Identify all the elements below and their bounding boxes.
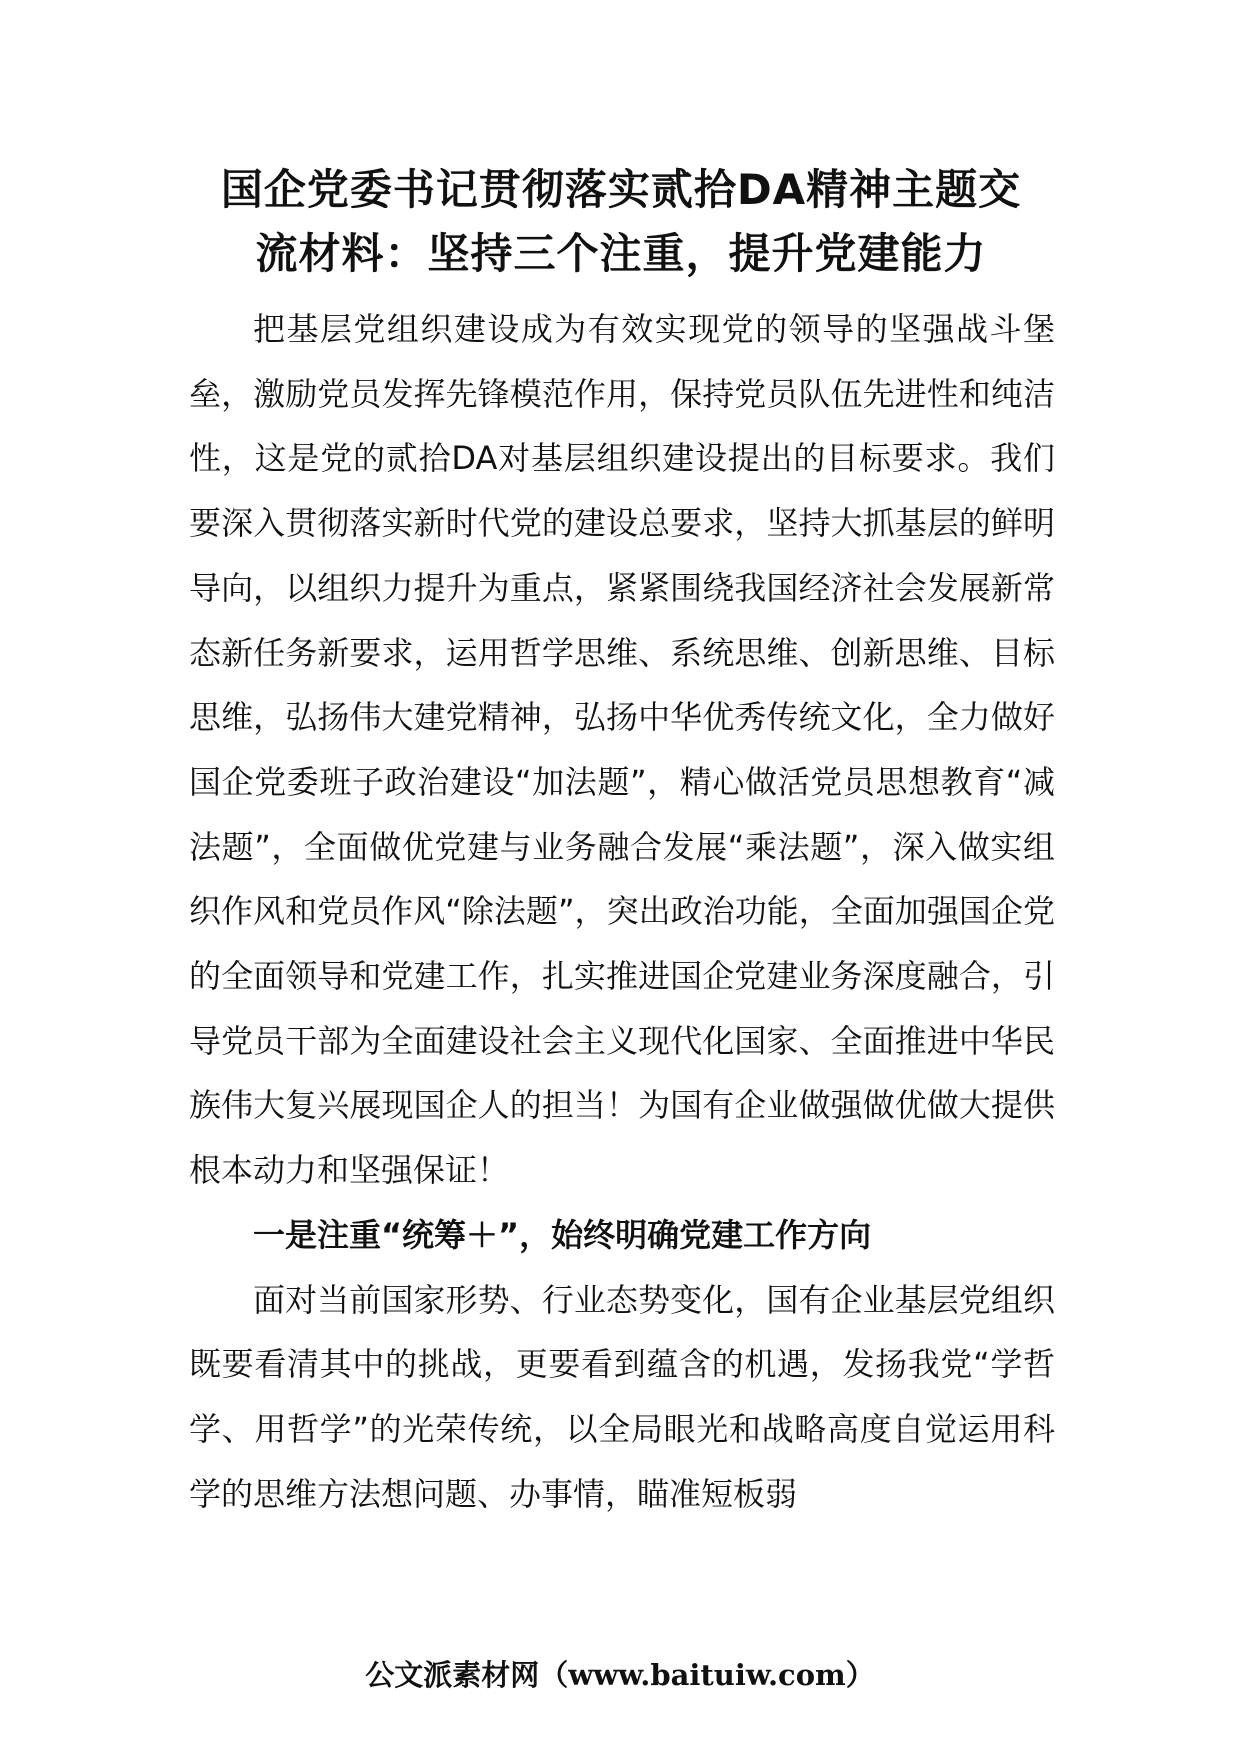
body-paragraph-section-1: 面对当前国家形势、行业态势变化，国有企业基层党组织既要看清其中的挑战，更要看到蕴含的机遇，发扬我党“学哲学、用哲学”的光荣传统，以全局眼光和战略高度自觉运用科学的思维方法想问题、办事情，瞄准短板弱 — [189, 1280, 1055, 1513]
section-heading-1: 一是注重“统筹＋”，始终明确党建工作方向 — [253, 1215, 872, 1254]
footer-watermark: 公文派素材网（www.baituiw.com） — [365, 1658, 875, 1692]
document-title — [186, 158, 1056, 286]
title-line-2: 流材料：坚持三个注重，提升党建能力 — [255, 229, 987, 278]
body-paragraph-intro: 把基层党组织建设成为有效实现党的领导的坚强战斗堡垒，激励党员发挥先锋模范作用，保持党员队伍先进性和纯洁性，这是党的贰拾DA对基层组织建设提出的目标要求。我们要深入贯彻落实新时代党的建设总要求，坚持大抓基层的鲜明导向，以组织力提升为重点，紧紧围绕我国经济社会发展新常态新任务新要求，运用哲学思维、系统思维、创新思维、目标思维，弘扬伟大建党精神，弘扬中华优秀传统文化，全力做好国企党委班子政治建设“加法题”，精心做活党员思想教育“减法题”，全面做优党建与业务融合发展“乘法题”，深入做实组织作风和党员作风“除法题”，突出政治功能，全面加强国企党的全面领导和党建工作，扎实推进国企党建业务深度融合，引导党员干部为全面建设社会主义现代化国家、全面推进中华民族伟大复兴展现国企人的担当！为国有企业做强做优做大提供根本动力和坚强保证！ — [189, 310, 1055, 1190]
document-body — [189, 297, 1055, 1526]
title-line-1: 国企党委书记贯彻落实贰拾DA精神主题交 — [220, 165, 1022, 214]
